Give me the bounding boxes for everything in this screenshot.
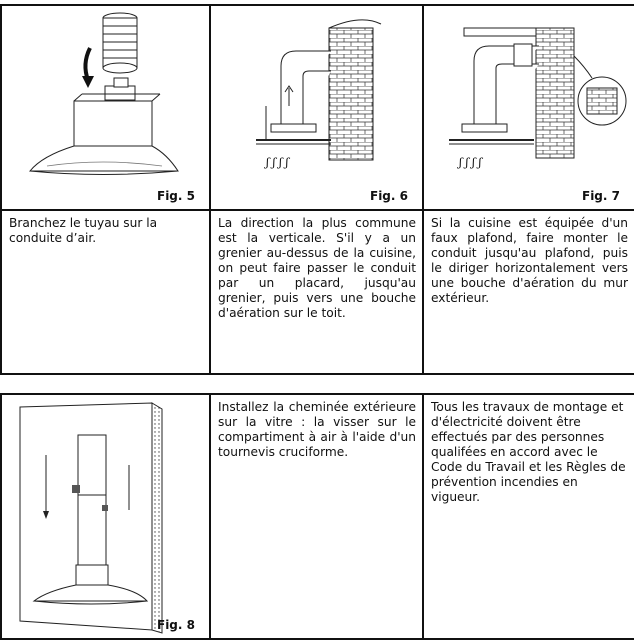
figure-label: Fig. 7 bbox=[582, 189, 620, 203]
figure-cell-7 bbox=[423, 5, 634, 210]
text-cell-3 bbox=[423, 210, 634, 374]
instruction-text: Installez la cheminée extérieure sur la vitre : la visser sur le compartiment à air à l'aide d'un tournevis cruciforme. bbox=[218, 400, 416, 459]
instruction-text: Tous les travaux de montage et d'électricité doivent être effectués par des personnes qualifées en accord avec le Code du Travail et les Règles de prévention incendies en vigueur. bbox=[431, 400, 626, 504]
svg-text:ʃ ʃ ʃ ʃ: ʃ ʃ ʃ ʃ bbox=[266, 156, 289, 169]
figure-cell-6 bbox=[210, 5, 423, 210]
text-cell-2 bbox=[210, 210, 423, 374]
instruction-text: Branchez le tuyau sur la conduite d’air. bbox=[9, 216, 158, 245]
false-ceiling-duct-illustration bbox=[424, 6, 632, 209]
text-cell-4 bbox=[210, 394, 423, 639]
figure-cell-8 bbox=[1, 394, 210, 639]
figure-label: Fig. 5 bbox=[157, 189, 195, 203]
instruction-text: Si la cuisine est équipée d'un faux plafond, faire monter le conduit jusqu'au plafond, puis le diriger horizontalement vers une bouche d'aération du mur extérieur. bbox=[431, 216, 628, 305]
top-instruction-table bbox=[0, 4, 634, 375]
figure-cell-5 bbox=[1, 5, 210, 210]
wall-mounted-hood-illustration bbox=[2, 395, 207, 638]
figure-label: Fig. 8 bbox=[157, 618, 195, 632]
vertical-duct-illustration bbox=[211, 6, 420, 209]
hood-duct-illustration bbox=[2, 6, 207, 209]
instruction-text: La direction la plus commune est la verticale. S'il y a un grenier au-dessus de la cuisine, on peut faire passer le conduit par un placard, jusqu'au grenier, puis vers une bouche d'aération sur le toit. bbox=[218, 216, 416, 320]
figure-label: Fig. 6 bbox=[370, 189, 408, 203]
bottom-instruction-table bbox=[0, 393, 634, 640]
text-cell-5 bbox=[423, 394, 634, 639]
svg-text:ʃ ʃ ʃ ʃ: ʃ ʃ ʃ ʃ bbox=[459, 156, 482, 169]
text-cell-1 bbox=[1, 210, 210, 374]
